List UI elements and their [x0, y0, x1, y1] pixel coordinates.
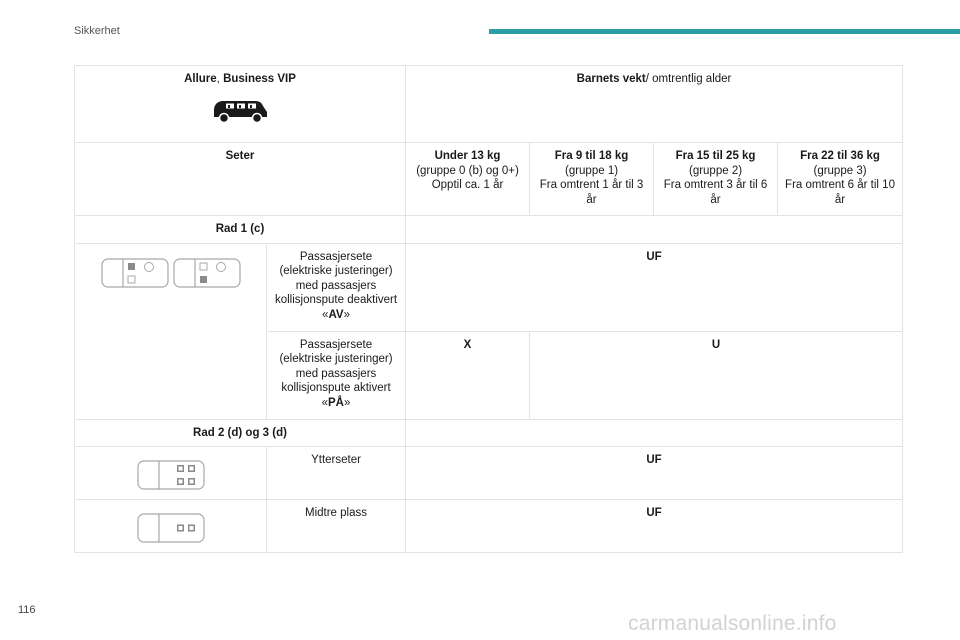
row1-diagram-cell [75, 243, 267, 419]
row1-label: Rad 1 (c) [75, 216, 406, 244]
weight-header-cell: Barnets vekt/ omtrentlig alder [406, 66, 903, 143]
passenger-seat-airbag-on-cell: Passasjersete (elektriske justeringer) med passasjers kollisjonspute aktivert «PÅ» [267, 331, 406, 419]
uf-value: UF [406, 447, 903, 500]
group-cell: Under 13 kg (gruppe 0 (b) og 0+) Opptil ca. 1 år [406, 143, 530, 216]
outer-seats-label: Ytterseter [267, 447, 406, 500]
middle-seat-label: Midtre plass [267, 500, 406, 553]
section-title: Sikkerhet [74, 25, 120, 37]
row23-label: Rad 2 (d) og 3 (d) [75, 419, 406, 447]
table-row [75, 500, 903, 553]
weight-groups-row [75, 143, 903, 216]
version-name: Allure [184, 73, 217, 85]
version-name-2: Business VIP [223, 73, 296, 85]
car-top-view-middle-seat-icon [137, 512, 205, 544]
row23-header [75, 419, 903, 447]
table-row [75, 447, 903, 500]
uf-value: UF [406, 243, 903, 331]
u-value: U [530, 331, 903, 419]
table-row [75, 243, 903, 331]
passenger-seat-airbag-off-cell: Passasjersete (elektriske justeringer) med passasjers kollisjonspute deaktivert «AV» [267, 243, 406, 331]
page-number: 116 [18, 604, 36, 616]
row1-header [75, 216, 903, 244]
car-top-view-outer-seats-icon [137, 459, 205, 491]
table-header-row [75, 66, 903, 143]
group-cell: Fra 22 til 36 kg (gruppe 3) Fra omtrent 6 år til 10 år [778, 143, 903, 216]
child-seat-table [74, 65, 903, 553]
watermark: carmanualsonline.info [628, 612, 837, 635]
car-top-view-front-seats-icon [101, 256, 241, 290]
van-icon [210, 97, 270, 125]
group-cell: Fra 9 til 18 kg (gruppe 1) Fra omtrent 1 år til 3 år [530, 143, 654, 216]
uf-value: UF [406, 500, 903, 553]
group-cell: Fra 15 til 25 kg (gruppe 2) Fra omtrent 3 år til 6 år [654, 143, 778, 216]
x-value: X [406, 331, 530, 419]
seats-label: Seter [75, 143, 406, 216]
header-accent-bar [489, 29, 960, 34]
rear-outer-diagram-cell [75, 447, 267, 500]
rear-middle-diagram-cell [75, 500, 267, 553]
version-cell: Allure, Business VIP [75, 66, 406, 143]
